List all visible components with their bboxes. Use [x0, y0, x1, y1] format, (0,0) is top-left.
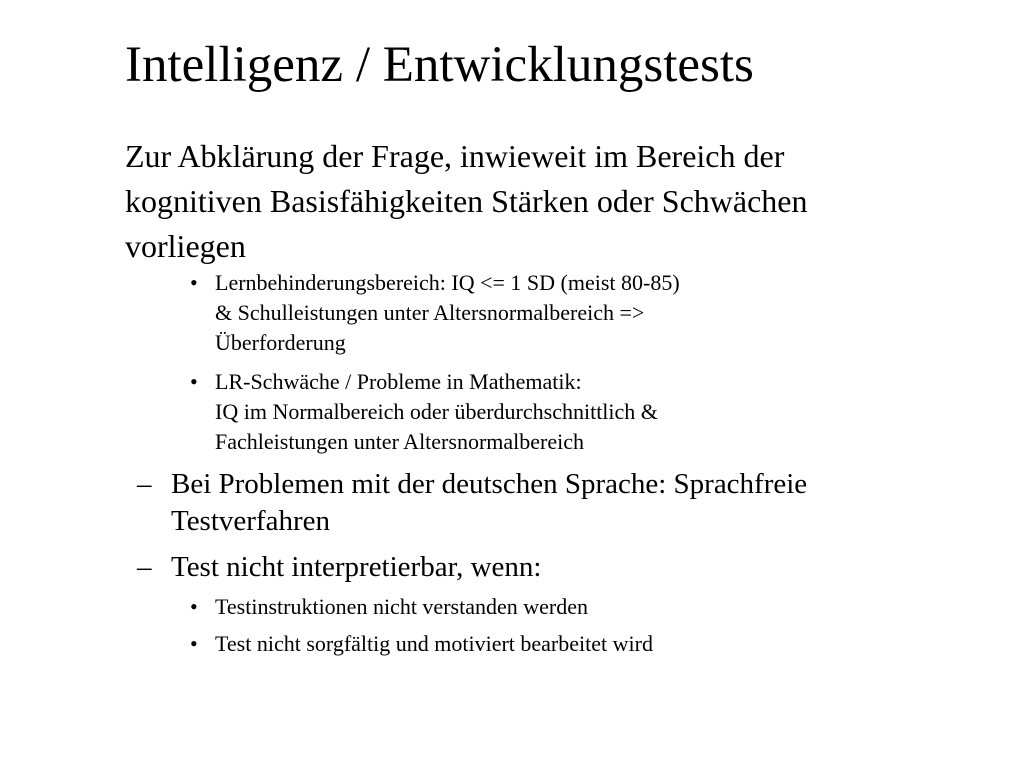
list-item-text [215, 268, 680, 358]
list-item-line: Fachleistungen unter Altersnormalbereich [215, 429, 584, 454]
list-item-line: Test nicht interpretierbar, wenn: [171, 551, 542, 583]
list-item [137, 466, 807, 540]
list-item-line: Lernbehinderungsbereich: IQ <= 1 SD (meist 80-85) [215, 270, 680, 295]
dash-marker: – [137, 468, 152, 500]
list-item-text [171, 466, 807, 540]
bullet-marker: • [190, 369, 198, 394]
list-item-line: Überforderung [215, 330, 346, 355]
list-item [190, 629, 653, 659]
list-item-text [215, 367, 658, 457]
bullet-marker: • [190, 594, 198, 619]
intro-paragraph: Zur Abklärung der Frage, inwieweit im Bereich der kognitiven Basisfähigkeiten Stärken oder Schwächen vorliegen [125, 138, 808, 264]
list-item-line: Testinstruktionen nicht verstanden werden [215, 594, 588, 619]
dash-marker: – [137, 551, 152, 583]
list-item [190, 367, 658, 457]
list-item-line: Bei Problemen mit der deutschen Sprache: Sprachfreie [171, 468, 808, 500]
list-item-line: LR-Schwäche / Probleme in Mathematik: [215, 369, 582, 394]
list-item-line: IQ im Normalbereich oder überdurchschnittlich & [215, 399, 658, 424]
bullet-marker: • [190, 270, 198, 295]
bullet-marker: • [190, 631, 198, 656]
list-item-text [215, 592, 588, 622]
list-item-line: & Schulleistungen unter Altersnormalbereich => [215, 300, 645, 325]
list-item [190, 592, 588, 622]
slide-title: Intelligenz / Entwicklungstests [125, 37, 754, 93]
list-item [190, 268, 680, 358]
list-item-text [171, 549, 541, 586]
list-item [137, 549, 541, 586]
list-item-text [215, 629, 653, 659]
list-item-line: Test nicht sorgfältig und motiviert bearbeitet wird [215, 631, 653, 656]
list-item-line: Testverfahren [171, 505, 330, 537]
